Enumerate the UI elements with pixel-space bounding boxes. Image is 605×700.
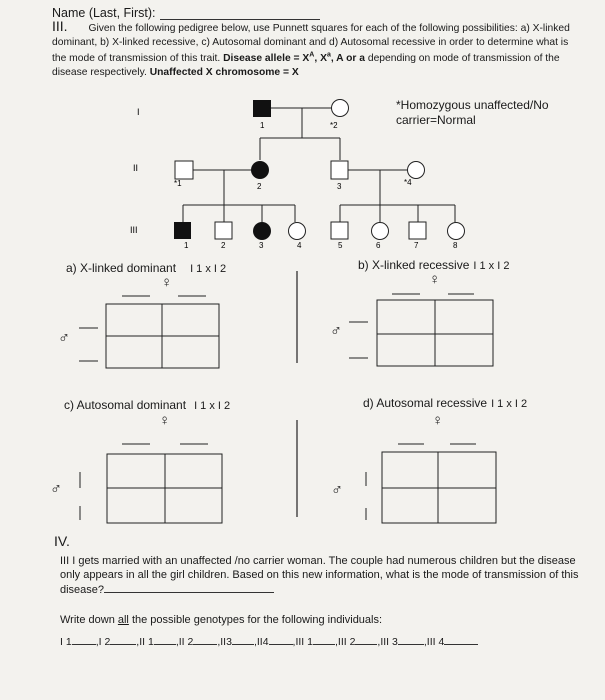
pedigree-II2 <box>251 161 269 179</box>
label-III8: 8 <box>453 241 458 250</box>
label-I2: *2 <box>330 121 338 130</box>
label-III7: 7 <box>414 241 419 250</box>
label-II4: *4 <box>404 178 412 187</box>
write-post: the possible genotypes for the following individuals: <box>128 614 383 626</box>
genotype-label-III4: III 4 <box>426 636 445 648</box>
genotype-field-I1[interactable] <box>72 634 96 645</box>
genotype-field-II4[interactable] <box>269 634 293 645</box>
punnett-b-label: b) X-linked recessive <box>358 258 470 272</box>
genotype-field-II3[interactable] <box>232 634 254 645</box>
q3-text-1: Given the following pedigree below, use Punnett squares for each of the following possibilities: a) X-linked dominant, b) X-linked recessive, c) Autosomal dominant and d) Autosomal recessive in order to determine what is the mode of transmission of this trait. <box>52 23 570 65</box>
section-4-question <box>60 554 580 597</box>
q3-sup-a: A <box>309 52 315 59</box>
genotype-label-III1: III 1 <box>295 636 313 648</box>
label-III5: 5 <box>338 241 343 250</box>
female-symbol-c: ♀ <box>159 412 171 429</box>
pedigree-III3 <box>253 222 271 240</box>
male-symbol-a: ♂ <box>58 330 70 347</box>
label-III6: 6 <box>376 241 381 250</box>
pedigree-III5 <box>331 222 348 239</box>
male-symbol-c: ♂ <box>50 481 62 498</box>
pedigree-III8 <box>448 223 465 240</box>
punnett-b-cross: I 1 x I 2 <box>473 260 510 272</box>
punnett-c-title <box>64 398 230 412</box>
genotype-label-II3: II3 <box>220 636 232 648</box>
genotype-label-II1: II 1 <box>139 636 154 648</box>
pedigree-III7 <box>409 222 426 239</box>
label-III4: 4 <box>297 241 302 250</box>
punnett-square-d[interactable] <box>340 436 500 528</box>
genotype-fields: I 1 ,I 2 ,II 1 ,II 2 ,II3 ,II4 ,III 1 ,III 2 ,III 3 ,III 4 <box>60 634 478 648</box>
female-symbol-a: ♀ <box>161 274 173 291</box>
pedigree-I1 <box>253 100 271 117</box>
genotype-field-III1[interactable] <box>313 634 335 645</box>
punnett-d-label: d) Autosomal recessive <box>363 396 488 410</box>
q3-sep: , X <box>314 53 327 65</box>
legend-line-2: carrier=Normal <box>396 113 476 127</box>
punnett-a-label: a) X-linked dominant <box>66 261 177 275</box>
pedigree-III6 <box>372 223 389 240</box>
genotype-label-I2: I 2 <box>98 636 111 648</box>
section-4-numeral: IV. <box>54 533 70 549</box>
genotype-field-II2[interactable] <box>193 634 217 645</box>
genotype-field-I2[interactable] <box>110 634 136 645</box>
pedigree-II1 <box>175 161 193 179</box>
write-instruction <box>60 614 382 626</box>
male-symbol-d: ♂ <box>331 482 343 499</box>
punnett-c-label: c) Autosomal dominant <box>64 398 187 412</box>
write-all: all <box>117 614 129 626</box>
q3-allele-label: Disease allele = X <box>223 53 310 65</box>
q3-allele-alt: , A or a <box>330 53 365 65</box>
label-I1: 1 <box>260 121 265 130</box>
pedigree-III4 <box>289 223 306 240</box>
pedigree-III2 <box>215 222 232 239</box>
punnett-d-cross: I 1 x I 2 <box>491 398 528 410</box>
label-III3: 3 <box>259 241 264 250</box>
punnett-d-title <box>363 396 527 410</box>
pedigree-I2 <box>332 100 349 117</box>
punnett-square-c[interactable] <box>70 436 230 528</box>
genotype-field-III3[interactable] <box>398 634 424 645</box>
punnett-b-title <box>358 258 509 272</box>
punnett-square-b[interactable] <box>340 286 500 376</box>
gen-label-III: III <box>130 225 138 235</box>
pedigree-III1 <box>174 222 191 239</box>
pedigree-II4 <box>408 162 425 179</box>
punnett-c-cross: I 1 x I 2 <box>194 400 231 412</box>
genotype-label-II2: II 2 <box>178 636 194 648</box>
answer-field-mode[interactable] <box>104 582 274 593</box>
genotype-label-III2: III 2 <box>337 636 356 648</box>
genotype-field-II1[interactable] <box>154 634 176 645</box>
q3-unaffected: Unaffected X chromosome = X <box>149 66 299 78</box>
label-III1: 1 <box>184 241 189 250</box>
section-4-question-text: III I gets married with an unaffected /no carrier woman. The couple had numerous children but the disease only appears in all the girl children. Based on this new information, what is the mode of transmission of this disease? <box>60 555 579 596</box>
write-pre: Write down <box>60 614 118 626</box>
punnett-a-title <box>66 261 226 275</box>
genotype-label-III3: III 3 <box>380 636 398 648</box>
legend-line-1: *Homozygous unaffected/No <box>396 98 549 112</box>
female-symbol-d: ♀ <box>432 412 444 429</box>
q3-sup-a2: a <box>326 52 331 59</box>
genotype-label-II4: II4 <box>256 636 269 648</box>
label-II3: 3 <box>337 182 342 191</box>
female-symbol-b: ♀ <box>429 271 441 288</box>
label-II1: *1 <box>174 179 182 188</box>
punnett-a-cross: I 1 x I 2 <box>190 263 227 275</box>
punnett-square-a[interactable] <box>70 288 230 378</box>
q3-numeral: III. <box>52 18 68 34</box>
gen-label-I: I <box>137 107 140 117</box>
label-III2: 2 <box>221 241 226 250</box>
genotype-field-III2[interactable] <box>355 634 377 645</box>
genotype-label-I1: I 1 <box>60 636 72 648</box>
male-symbol-b: ♂ <box>330 323 342 340</box>
genotype-field-III4[interactable] <box>444 634 478 645</box>
name-label-text: Name (Last, First): <box>52 6 156 20</box>
q3-text-2: depending on mode of transmission of the disease respectively. <box>52 53 560 78</box>
pedigree-chart <box>0 0 605 260</box>
pedigree-II3 <box>331 161 348 179</box>
label-II2: 2 <box>257 182 262 191</box>
gen-label-II: II <box>133 163 139 173</box>
